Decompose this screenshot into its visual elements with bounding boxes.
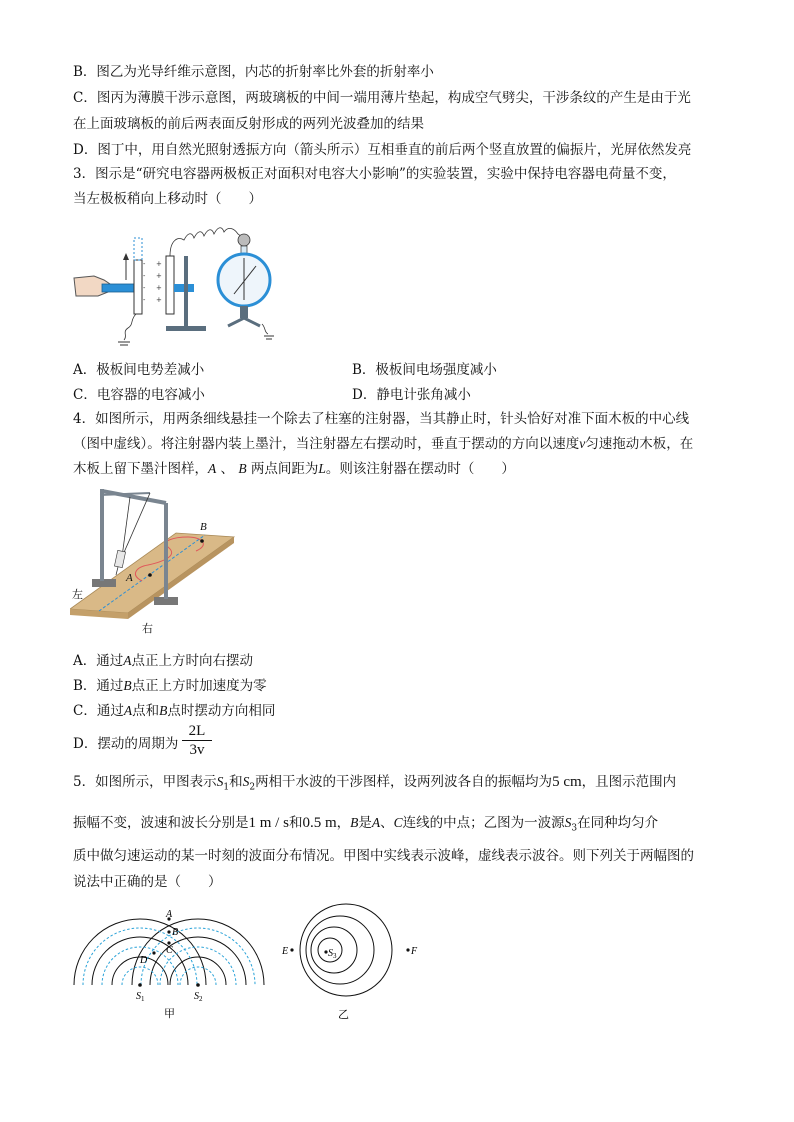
- q3-stem-line1: 3．图示是“研究电容器两极板正对面积对电容大小影响”的实验装置，实验中保持电容器电荷量不变，: [73, 166, 676, 182]
- q4-stem-line1: 4．如图所示，用两条细线悬挂一个除去了柱塞的注射器，当其静止时，针头恰好对准下面木板的中心线: [73, 411, 690, 427]
- q3-option-b: B．极板间电场强度减小: [352, 362, 497, 378]
- fig-caption-yi: 乙: [338, 1008, 349, 1021]
- fig-label-left: 左: [72, 588, 83, 601]
- syringe-pendulum-figure: [70, 485, 240, 635]
- svg-text:S1: $S_1$: [136, 991, 145, 1003]
- capacitor-apparatus-figure: [70, 222, 300, 354]
- q5-stem-line3: 质中做匀速运动的某一时刻的波面分布情况。甲图中实线表示波峰，虚线表示波谷。则下列关于两幅图的: [73, 848, 694, 864]
- q2-option-c-line1: C．图丙为薄膜干涉示意图，两玻璃板的中间一端用薄片垫起，构成空气劈尖，干涉条纹的产生是由于光: [73, 90, 691, 106]
- svg-text:-: -: [143, 284, 146, 292]
- svg-text:S3: $S_3$: [328, 948, 337, 960]
- fig-caption-jia: 甲: [164, 1007, 175, 1020]
- q5-stem-line2: 振幅不变，波速和波长分别是1 m / s和0.5 m，B是A、C连线的中点；乙图为一波源$S_3$在同种均匀介: [73, 815, 659, 834]
- svg-text:+: +: [156, 284, 162, 292]
- svg-text:B: B: [172, 927, 179, 938]
- svg-text:F: F: [411, 946, 418, 957]
- svg-text:-: -: [143, 272, 146, 280]
- q4-stem-line2: （图中虚线）。将注射器内装上墨汁，当注射器左右摆动时，垂直于摆动的方向以速度v匀速拖动木板，在: [73, 436, 694, 452]
- q4-option-a: A．通过A点正上方时向右摆动: [73, 653, 253, 669]
- q4-option-c: C．通过A点和B点时摆动方向相同: [73, 703, 276, 719]
- svg-text:D: D: [140, 955, 148, 966]
- svg-text:+: +: [156, 260, 162, 268]
- q5-stem-line4: 说法中正确的是（ ）: [73, 874, 222, 890]
- fig-label-a: A: [126, 572, 133, 584]
- svg-text:+: +: [156, 296, 162, 304]
- q2-option-b: B．图乙为光导纤维示意图，内芯的折射率比外套的折射率小: [73, 64, 434, 80]
- q4-option-b: B．通过B点正上方时加速度为零: [73, 678, 267, 694]
- svg-text:A: A: [166, 909, 173, 920]
- fig-label-b: B: [200, 521, 207, 533]
- moving-source-figure-yi: [278, 900, 428, 1025]
- svg-text:C: C: [166, 945, 173, 956]
- svg-text:S2: $S_2$: [194, 991, 203, 1003]
- interference-figure-jia: [70, 905, 275, 1025]
- q4-option-d: D．摆动的周期为: [73, 736, 179, 752]
- q3-option-a: A．极板间电势差减小: [73, 362, 205, 378]
- q2-option-c-line2: 在上面玻璃板的前后两表面反射形成的两列光波叠加的结果: [73, 116, 424, 132]
- svg-text:+: +: [156, 272, 162, 280]
- q2-option-d: D．图丁中，用自然光照射透振方向（箭头所示）互相垂直的前后两个竖直放置的偏振片，光屏依然发亮: [73, 142, 692, 158]
- fig-label-right: 右: [142, 622, 153, 635]
- q3-option-d: D．静电计张角减小: [352, 387, 471, 403]
- svg-text:-: -: [143, 296, 146, 304]
- svg-text:E: E: [282, 946, 289, 957]
- q3-option-c: C．电容器的电容减小: [73, 387, 205, 403]
- q4-stem-line3: 木板上留下墨汁图样，A 、 B 两点间距为L。则该注射器在摆动时（ ）: [73, 461, 515, 477]
- q3-stem-line2: 当左极板稍向上移动时（ ）: [73, 191, 262, 207]
- q5-stem-line1: 5．如图所示，甲图表示$S_1$和$S_2$两相干水波的干涉图样，设两列波各自的振幅均为5 cm，且图示范围内: [73, 774, 677, 793]
- q4-period-fraction: $\frac{2L}{3v}$: [182, 722, 212, 759]
- svg-text:-: -: [143, 260, 146, 268]
